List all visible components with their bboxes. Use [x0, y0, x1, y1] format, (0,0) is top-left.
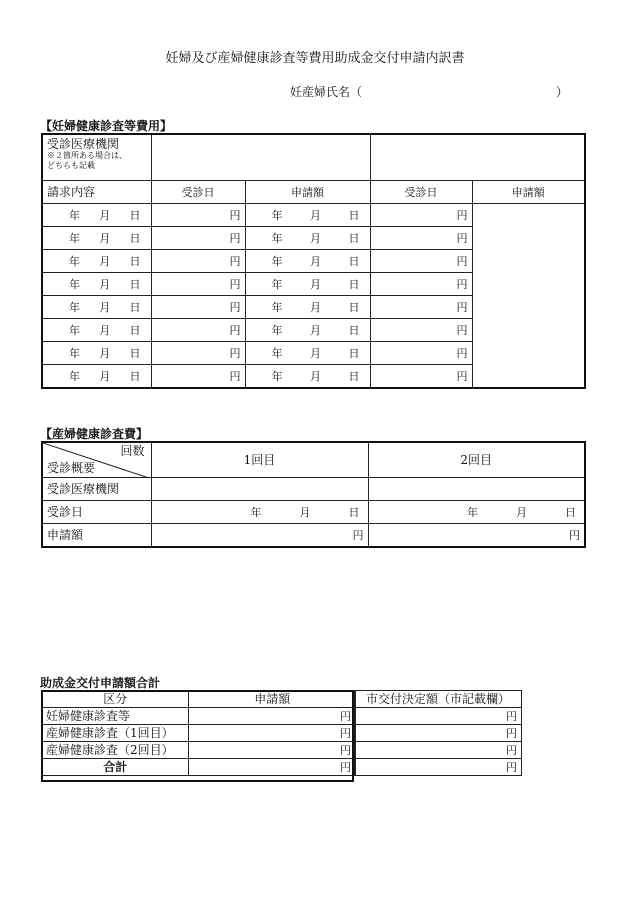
- amount-left[interactable]: 円: [151, 319, 245, 342]
- day-label: 日: [348, 346, 360, 360]
- col-category: 区分: [42, 691, 189, 708]
- day-label: 日: [129, 323, 141, 337]
- institution-note2: どちらも記載: [47, 161, 95, 170]
- month-label: 月: [310, 231, 321, 245]
- amount-left[interactable]: 円: [151, 273, 245, 296]
- visit-date-left[interactable]: [42, 296, 151, 319]
- table-row: [42, 708, 356, 725]
- day-label: 日: [129, 300, 141, 314]
- year-label: 年: [271, 300, 283, 314]
- category-label: 産婦健康診査（2回目）: [42, 742, 189, 759]
- diag-bottom-label: 受診概要: [47, 461, 96, 475]
- amount-right[interactable]: 円: [370, 250, 472, 273]
- year-label: 年: [69, 300, 80, 314]
- month-label: 月: [310, 254, 321, 268]
- day-label: 日: [348, 300, 360, 314]
- visit-date-left[interactable]: [42, 365, 151, 389]
- year-label: 年: [69, 369, 80, 383]
- day-label: 日: [129, 254, 141, 268]
- section3-heading: 助成金交付申請額合計: [40, 676, 161, 690]
- table-row: [42, 319, 585, 342]
- month-label: 月: [99, 346, 111, 360]
- month-label: 月: [516, 505, 527, 519]
- day-label: 日: [348, 277, 360, 291]
- decided-amount-field[interactable]: 円: [355, 708, 522, 725]
- visit-date-right[interactable]: [245, 296, 370, 319]
- amount-right[interactable]: 円: [370, 296, 472, 319]
- year-label: 年: [271, 231, 283, 245]
- total-amount-field[interactable]: 円: [189, 759, 356, 776]
- institution-field-2[interactable]: [370, 134, 585, 181]
- s2-amount-field-1[interactable]: 円: [151, 524, 368, 548]
- table-row: [42, 204, 585, 227]
- year-label: 年: [250, 505, 262, 519]
- visit-date-left[interactable]: [42, 250, 151, 273]
- category-amount-field[interactable]: 円: [189, 725, 356, 742]
- day-label: 日: [565, 505, 576, 519]
- visit1-header: 1回目: [151, 442, 368, 478]
- year-label: 年: [271, 346, 283, 360]
- visit-date-right[interactable]: [245, 319, 370, 342]
- visit-date-right[interactable]: [245, 273, 370, 296]
- institution-note1: ※２箇所ある場合は、: [47, 151, 127, 160]
- visit-date-left[interactable]: [42, 227, 151, 250]
- decided-amount-field[interactable]: 円: [355, 725, 522, 742]
- year-label: 年: [69, 231, 80, 245]
- month-label: 月: [99, 231, 111, 245]
- visit-date-left[interactable]: [42, 273, 151, 296]
- decided-amount-table: [354, 690, 522, 776]
- col-amount-2: 申請額: [472, 181, 585, 204]
- month-label: 月: [99, 300, 111, 314]
- table-row: [42, 227, 585, 250]
- amount-left[interactable]: 円: [151, 204, 245, 227]
- visit-date-left[interactable]: [42, 204, 151, 227]
- table-row: [355, 759, 522, 776]
- col-date-1: 受診日: [151, 181, 245, 204]
- day-label: 日: [348, 505, 360, 519]
- amount-left[interactable]: 円: [151, 365, 245, 389]
- decided-amount-field[interactable]: 円: [355, 759, 522, 776]
- s2-date-field-2[interactable]: [368, 501, 585, 524]
- table-row: [42, 273, 585, 296]
- amount-right[interactable]: 円: [370, 319, 472, 342]
- diagonal-header-cell: [42, 442, 151, 478]
- table-row: [42, 725, 356, 742]
- month-label: 月: [99, 208, 111, 222]
- table-row: [42, 365, 585, 389]
- day-label: 日: [348, 231, 360, 245]
- diag-top-label: 回数: [120, 444, 145, 458]
- name-field-label: 妊産婦氏名（: [290, 85, 363, 99]
- visit-date-right[interactable]: [245, 365, 370, 389]
- visit-date-left[interactable]: [42, 342, 151, 365]
- year-label: 年: [271, 277, 283, 291]
- section1-heading: 【妊婦健康診査等費用】: [40, 119, 173, 133]
- day-label: 日: [348, 323, 360, 337]
- category-amount-field[interactable]: 円: [189, 742, 356, 759]
- day-label: 日: [129, 346, 141, 360]
- s2-institution-field-2[interactable]: [368, 478, 585, 501]
- month-label: 月: [99, 369, 111, 383]
- year-label: 年: [271, 323, 283, 337]
- month-label: 月: [299, 505, 311, 519]
- col-decided: 市交付決定額（市記載欄）: [355, 691, 522, 708]
- section2-heading: 【産婦健康診査費】: [40, 427, 149, 441]
- s2-institution-field-1[interactable]: [151, 478, 368, 501]
- s2-amount-field-2[interactable]: 円: [368, 524, 585, 548]
- amount-right[interactable]: 円: [370, 365, 472, 389]
- institution-label-cell: [42, 134, 151, 181]
- amount-right[interactable]: 円: [370, 342, 472, 365]
- visit-date-right[interactable]: [245, 227, 370, 250]
- year-label: 年: [69, 346, 80, 360]
- s2-date-field-1[interactable]: [151, 501, 368, 524]
- amount-right[interactable]: 円: [370, 204, 472, 227]
- s2-institution-label: 受診医療機関: [42, 478, 151, 501]
- year-label: 年: [69, 323, 80, 337]
- amount-left[interactable]: 円: [151, 250, 245, 273]
- year-label: 年: [271, 208, 283, 222]
- amount-right[interactable]: 円: [370, 227, 472, 250]
- month-label: 月: [99, 277, 111, 291]
- table-row: [42, 250, 585, 273]
- month-label: 月: [310, 346, 321, 360]
- page-title: 妊婦及び産婦健康診査等費用助成金交付申請内訳書: [165, 51, 465, 66]
- month-label: 月: [310, 277, 321, 291]
- month-label: 月: [99, 254, 111, 268]
- category-amount-field[interactable]: 円: [189, 708, 356, 725]
- day-label: 日: [348, 208, 360, 222]
- year-label: 年: [69, 277, 80, 291]
- col-total-amount: 申請額: [189, 691, 356, 708]
- table-row: [355, 742, 522, 759]
- year-label: 年: [467, 505, 478, 519]
- day-label: 日: [129, 369, 141, 383]
- day-label: 日: [348, 369, 360, 383]
- amount-right[interactable]: 円: [370, 273, 472, 296]
- year-label: 年: [69, 254, 80, 268]
- visit-date-right[interactable]: [245, 204, 370, 227]
- claim-label: 請求内容: [42, 181, 151, 204]
- amount-left[interactable]: 円: [151, 342, 245, 365]
- postpartum-checkup-table: [41, 441, 586, 548]
- month-label: 月: [310, 323, 321, 337]
- prenatal-checkup-table: [41, 133, 586, 389]
- total-label: 合計: [42, 759, 189, 776]
- institution-field-1[interactable]: [151, 134, 370, 181]
- col-amount-1: 申請額: [245, 181, 370, 204]
- decided-amount-field[interactable]: 円: [355, 742, 522, 759]
- table-row: [355, 725, 522, 742]
- month-label: 月: [99, 323, 111, 337]
- day-label: 日: [129, 231, 141, 245]
- institution-label: 受診医療機関: [47, 137, 120, 151]
- year-label: 年: [271, 369, 283, 383]
- day-label: 日: [348, 254, 360, 268]
- category-label: 産婦健康診査（1回目）: [42, 725, 189, 742]
- category-label: 妊婦健康診査等: [42, 708, 189, 725]
- total-application-table: [41, 690, 356, 776]
- visit-date-left[interactable]: [42, 319, 151, 342]
- month-label: 月: [310, 300, 321, 314]
- amount-left[interactable]: 円: [151, 296, 245, 319]
- s2-amount-label: 申請額: [42, 524, 151, 548]
- s2-date-label: 受診日: [42, 501, 151, 524]
- table-row: [355, 708, 522, 725]
- table-row: [42, 742, 356, 759]
- month-label: 月: [310, 369, 321, 383]
- table-row: [42, 342, 585, 365]
- col-date-2: 受診日: [370, 181, 472, 204]
- visit-date-right[interactable]: [245, 250, 370, 273]
- day-label: 日: [129, 208, 141, 222]
- visit-date-right[interactable]: [245, 342, 370, 365]
- name-field-close: ）: [556, 85, 569, 99]
- year-label: 年: [271, 254, 283, 268]
- table-row: [42, 296, 585, 319]
- year-label: 年: [69, 208, 80, 222]
- month-label: 月: [310, 208, 321, 222]
- amount-left[interactable]: 円: [151, 227, 245, 250]
- visit2-header: 2回目: [368, 442, 585, 478]
- day-label: 日: [129, 277, 141, 291]
